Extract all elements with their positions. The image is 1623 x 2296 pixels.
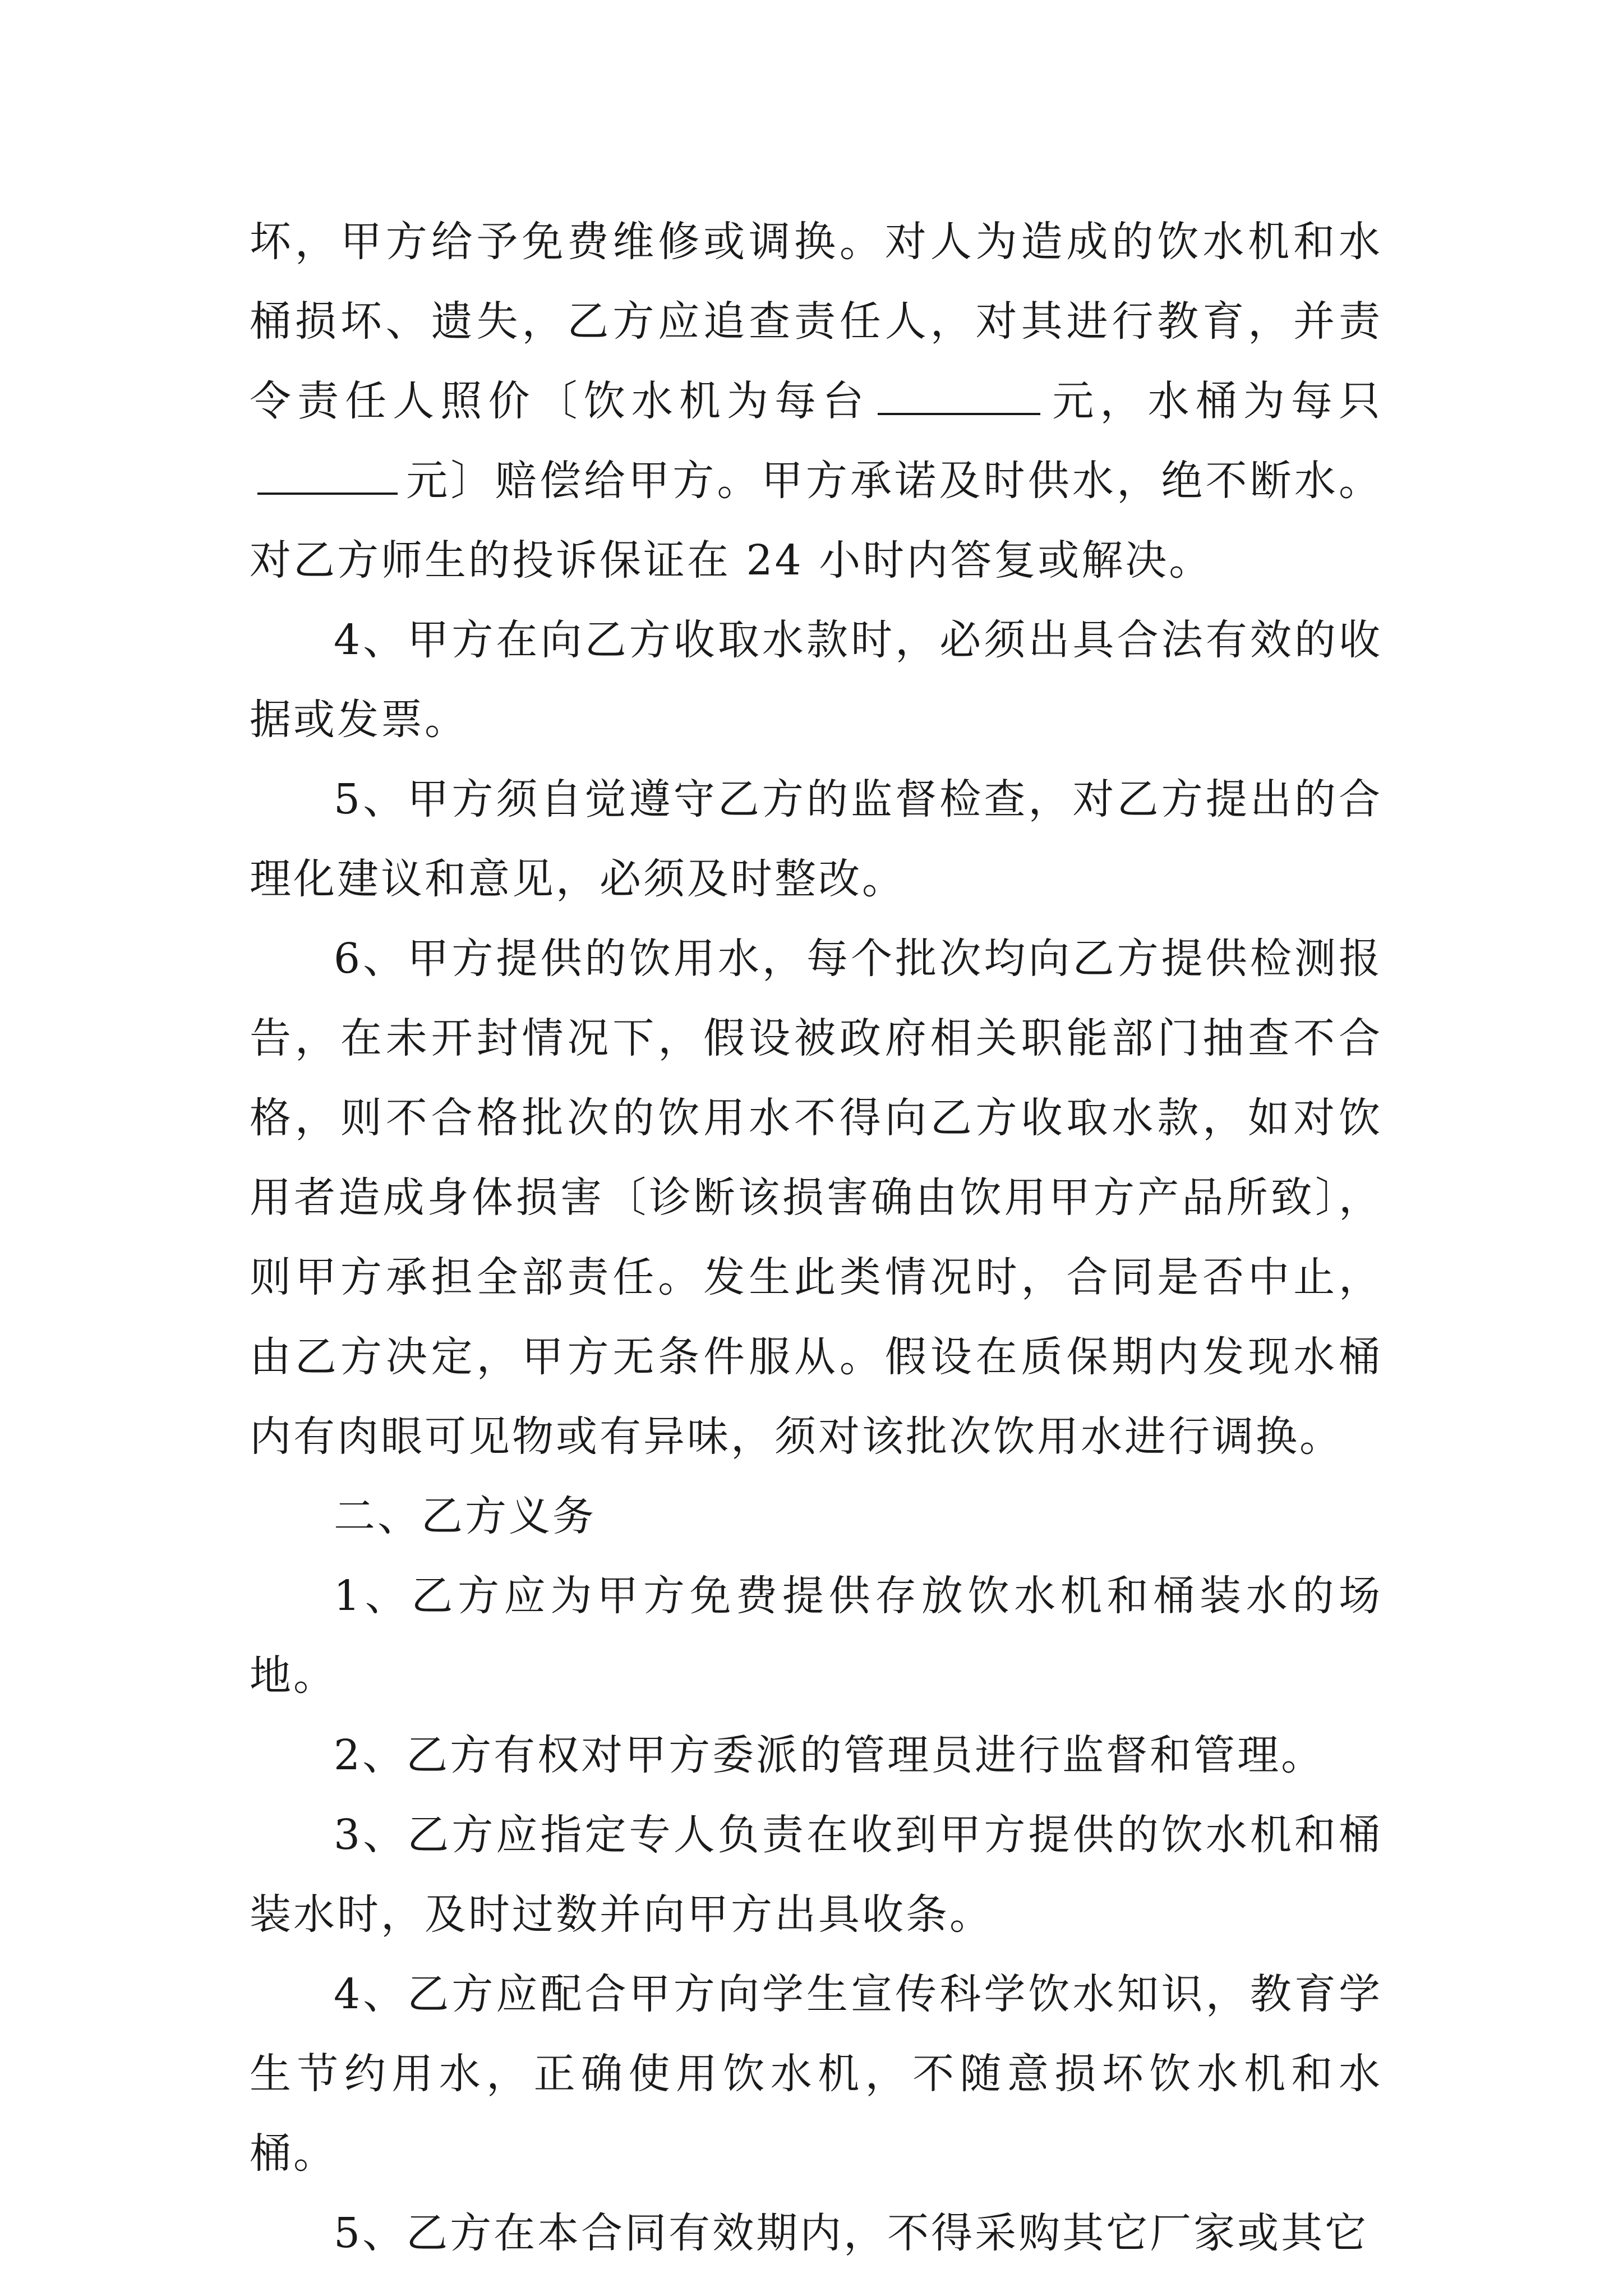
paragraph-party-b-5: 5、乙方在本合同有效期内，不得采购其它厂家或其它 xyxy=(334,2209,1369,2257)
paragraph-receipt: 4、甲方在向乙方收取水款时，必须出具合法有效的收据或发票。 xyxy=(250,616,1382,744)
paragraph-equipment-damage xyxy=(250,202,1382,600)
paragraph-party-b-1: 1、乙方应为甲方免费提供存放饮水机和桶装水的场地。 xyxy=(250,1572,1382,1700)
paragraph-text: 坏，甲方给予免费维修或调换。对人为造成的饮水机和水桶损坏、遗失，乙方应追查责任人，对其进行教育，并责令责任人照价〔饮水机为每台 xyxy=(250,218,1382,425)
paragraph-party-b-4: 4、乙方应配合甲方向学生宣传科学饮水知识，教育学生节约用水，正确使用饮水机，不随意损坏饮水机和水桶。 xyxy=(250,1970,1382,2178)
contract-body xyxy=(250,202,1382,2273)
paragraph-text: 元，水桶为每只 xyxy=(1048,377,1383,425)
paragraph-supervision: 5、甲方须自觉遵守乙方的监督检查，对乙方提出的合理化建议和意见，必须及时整改。 xyxy=(250,775,1382,903)
paragraph-party-b-3: 3、乙方应指定专人负责在收到甲方提供的饮水机和桶装水时，及时过数并向甲方出具收条。 xyxy=(250,1811,1382,1939)
section-heading-party-b: 二、乙方义务 xyxy=(334,1492,596,1540)
blank-bucket-price xyxy=(257,455,398,495)
blank-dispenser-price xyxy=(878,376,1040,415)
paragraph-text: 元〕赔偿给甲方。甲方承诺及时供水，绝不断水。对乙方师生的投诉保证在 24 小时内答复或解决。 xyxy=(250,457,1382,585)
paragraph-party-b-2: 2、乙方有权对甲方委派的管理员进行监督和管理。 xyxy=(334,1731,1325,1779)
paragraph-water-quality: 6、甲方提供的饮用水，每个批次均向乙方提供检测报告，在未开封情况下，假设被政府相关职能部门抽查不合格，则不合格批次的饮用水不得向乙方收取水款，如对饮用者造成身体损害〔诊断该损害确由饮用甲方产品所致〕，则甲方承担全部责任。发生此类情况时，合同是否中止，由乙方决定，甲方无条件服从。假设在质保期内发现水桶内有肉眼可见物或有异味，须对该批次饮用水进行调换。 xyxy=(250,935,1382,1461)
